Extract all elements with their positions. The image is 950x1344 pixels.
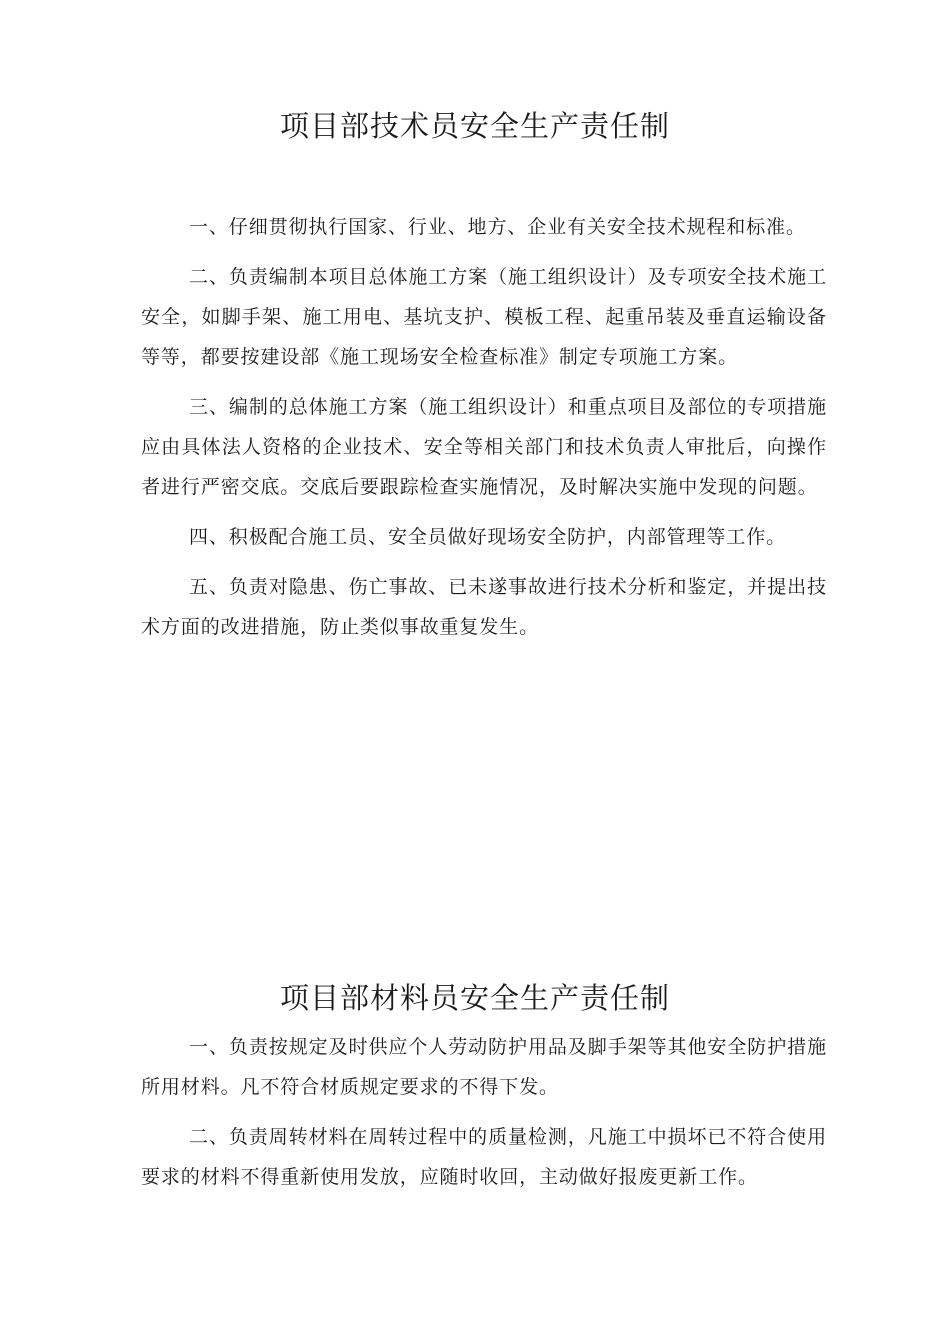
paragraph: 一、仔细贯彻执行国家、行业、地方、企业有关安全技术规程和标准。 [189, 216, 806, 238]
paragraph: 二、负责编制本项目总体施工方案（施工组织设计）及专项安全技术施工安全，如脚手架、施工用电、基坑支护、模板工程、起重吊装及垂直运输设备等等，都要按建设部《施工现场安全检查标准》制定专项施工方案。 [141, 266, 827, 368]
page-title: 项目部技术员安全生产责任制 [279, 109, 670, 143]
paragraph: 二、负责周转材料在周转过程中的质量检测，凡施工中损坏已不符合使用要求的材料不得重新使用发放，应随时收回，主动做好报废更新工作。 [141, 1126, 827, 1188]
paragraph: 五、负责对隐患、伤亡事故、已未遂事故进行技术分析和鉴定，并提出技术方面的改进措施，防止类似事故重复发生。 [141, 576, 827, 638]
section-materials-duties [141, 1027, 827, 1207]
paragraph: 四、积极配合施工员、安全员做好现场安全防护，内部管理等工作。 [189, 526, 787, 548]
paragraph: 一、负责按规定及时供应个人劳动防护用品及脚手架等其他安全防护措施所用材料。凡不符合材质规定要求的不得下发。 [141, 1036, 827, 1098]
section-title: 项目部材料员安全生产责任制 [279, 981, 670, 1015]
paragraph: 三、编制的总体施工方案（施工组织设计）和重点项目及部位的专项措施应由具体法人资格的企业技术、安全等相关部门和技术负责人审批后，向操作者进行严密交底。交底后要跟踪检查实施情况，及时解决实施中发现的问题。 [141, 396, 827, 498]
section-technician-duties [141, 207, 827, 657]
